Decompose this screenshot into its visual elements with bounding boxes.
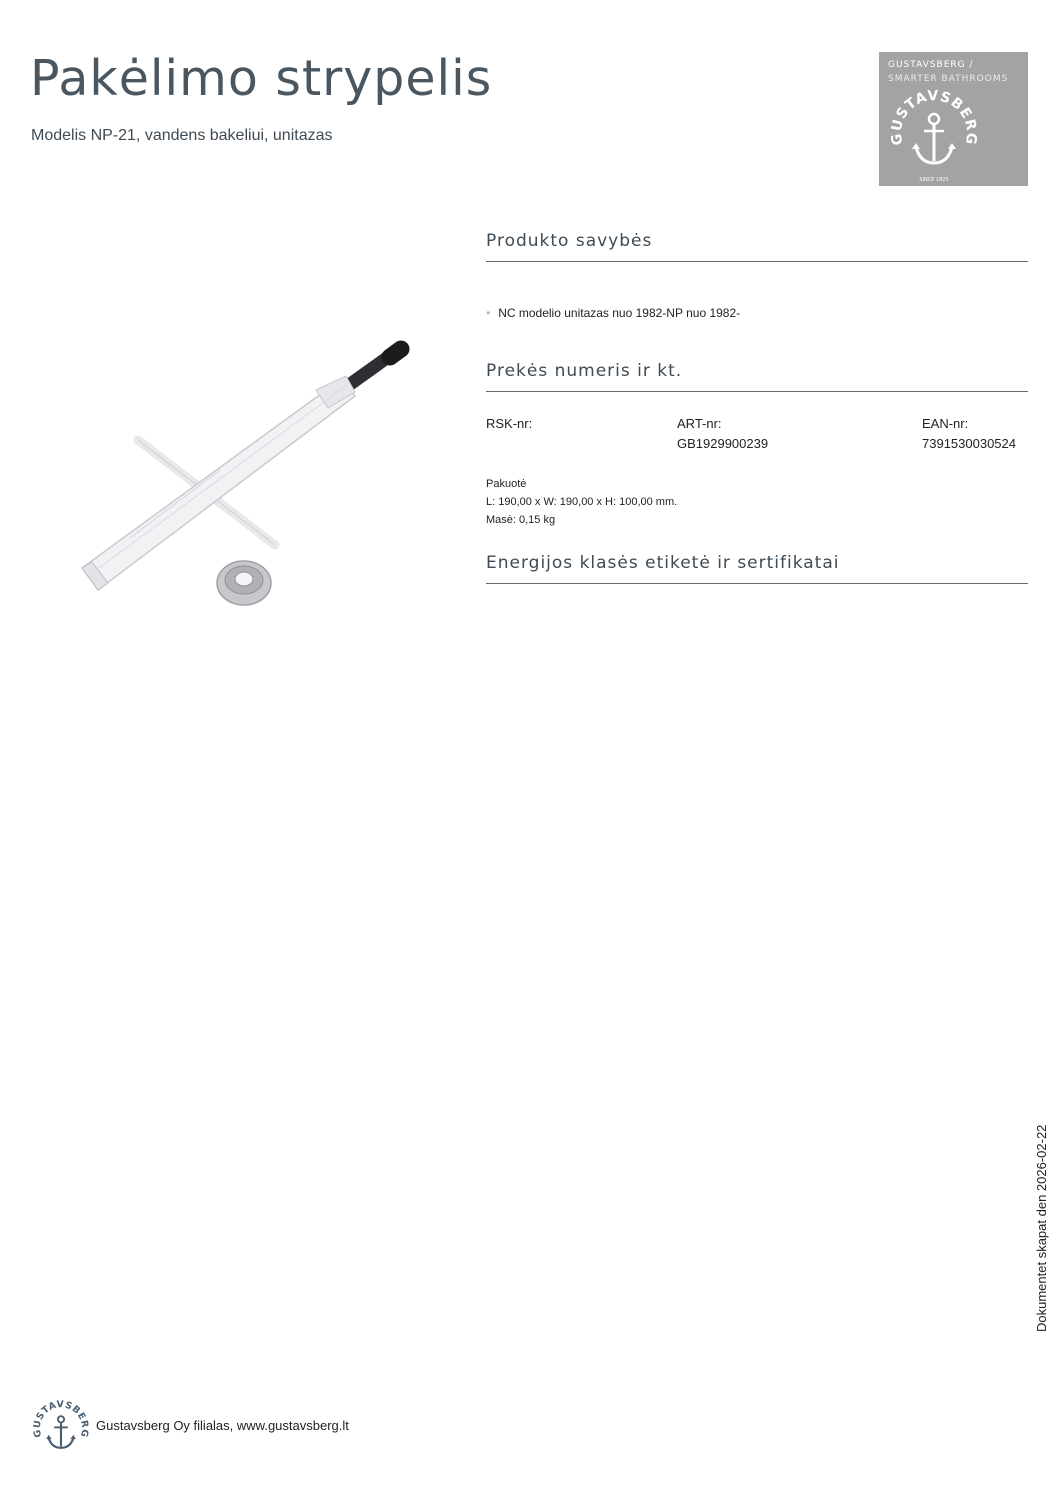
brand-logo	[879, 52, 1028, 186]
footer-company: Gustavsberg Oy filialas, www.gustavsberg.lt	[96, 1418, 349, 1433]
package-title: Pakuotė	[486, 478, 527, 490]
art-number: GB1929900239	[677, 436, 769, 451]
logo-brand-text: GUSTAVSBERG	[888, 88, 980, 147]
energy-heading: Energijos klasės etiketė ir sertifikatai	[486, 553, 1028, 584]
logo-line-1: GUSTAVSBERG /	[888, 60, 974, 70]
ean-number: 7391530030524	[922, 436, 1016, 451]
properties-heading: Produkto savybės	[486, 231, 1028, 262]
property-text: NC modelio unitazas nuo 1982-NP nuo 1982-	[498, 306, 741, 320]
ean-label: EAN-nr:	[922, 416, 969, 431]
footer-anchor-logo-icon	[30, 1397, 92, 1459]
lift-rod-product-photo	[70, 330, 430, 620]
art-label: ART-nr:	[677, 416, 722, 431]
page-subtitle: Modelis NP-21, vandens bakeliui, unitazas	[31, 127, 333, 144]
package-mass: Masė: 0,15 kg	[486, 514, 556, 526]
page-title: Pakėlimo strypelis	[30, 50, 493, 107]
rsk-label: RSK-nr:	[486, 416, 533, 431]
bullet-icon: •	[486, 306, 491, 320]
document-date-note: Dokumentet skapat den 2026-02-22	[1034, 1124, 1049, 1332]
footer-logo-text: GUSTAVSBERG	[31, 1399, 91, 1439]
anchor-logo-icon	[884, 85, 984, 185]
logo-since-text: SINCE 1825	[919, 177, 949, 183]
package-dimensions: L: 190,00 x W: 190,00 x H: 100,00 mm.	[486, 496, 678, 508]
logo-line-2: SMARTER BATHROOMS	[888, 74, 1009, 84]
list-item	[486, 306, 740, 320]
item-number-heading: Prekės numeris ir kt.	[486, 361, 1028, 392]
